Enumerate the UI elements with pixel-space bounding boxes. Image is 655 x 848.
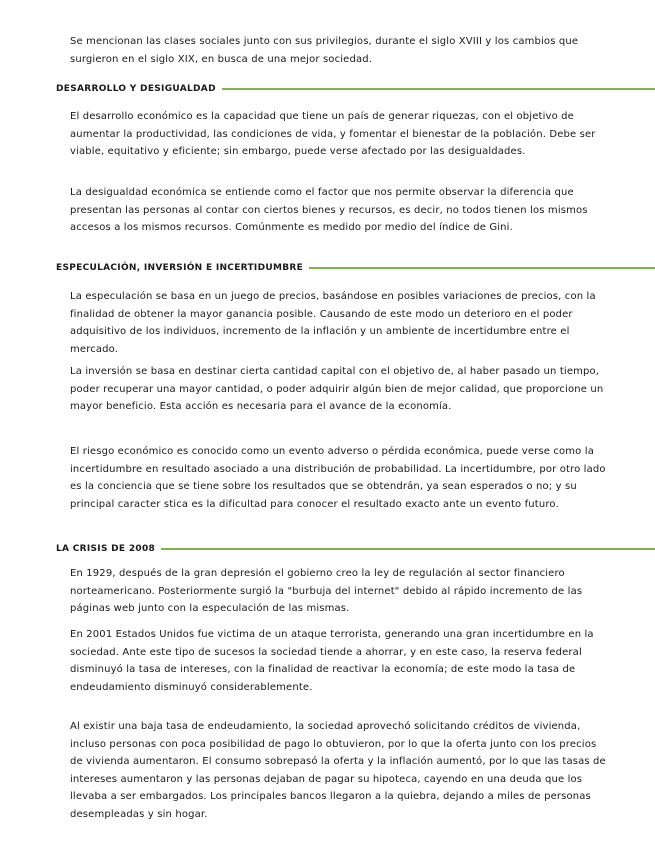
paragraph-1929: En 1929, después de la gran depresión el gobierno creo la ley de regulación al sector financiero norteamericano. Posteriormente surgió la "burbuja del internet" debido al rápido incremento de las páginas web junto con la especulación de las mismas.: [70, 568, 583, 614]
paragraph-riesgo: El riesgo económico es conocido como un evento adverso o pérdida económica, puede verse como la incertidumbre en resultado asociado a una distribución de probabilidad. La incertidumbre, por otro lado es la conciencia que se tiene sobre los resultados que se obtendrán, ya sean esperados o no; y su principal caracter stica es la dificultad para conocer el resultado exacto ante un evento futuro.: [70, 446, 606, 510]
paragraph-2001: En 2001 Estados Unidos fue victima de un ataque terrorista, generando una gran incertidumbre en la sociedad. Ante este tipo de sucesos la sociedad tiende a ahorrar, y en este caso, la reserva federal disminuyó la tasa de intereses, con la finalidad de reactivar la economía; de este modo la tasa de endeudamiento disminuyó considerablemente.: [70, 629, 594, 693]
section-heading-text: DESARROLLO Y DESIGUALDAD: [56, 84, 216, 94]
intro-paragraph: Se mencionan las clases sociales junto con sus privilegios, durante el siglo XVIII y los cambios que surgieron en el siglo XIX, en busca de una mejor sociedad.: [70, 36, 579, 65]
paragraph-inversion: La inversión se basa en destinar cierta cantidad capital con el objetivo de, al haber pasado un tiempo, poder recuperar una mayor cantidad, o poder adquirir algún bien de mejor calidad, que proporcione un mayor beneficio. Esta acción es necesaria para el avance de la economía.: [70, 366, 604, 412]
section-heading-text: LA CRISIS DE 2008: [56, 544, 156, 554]
section-divider: [309, 267, 655, 269]
section-heading-crisis: [56, 544, 655, 554]
section-heading-text: ESPECULACIÓN, INVERSIÓN E INCERTIDUMBRE: [56, 263, 304, 273]
section-divider: [222, 88, 655, 90]
paragraph-desigualdad: La desigualdad económica se entiende como el factor que nos permite observar la diferencia que presentan las personas al contar con ciertos bienes y recursos, es decir, no todos tienen los mismos accesos a los mismos recursos. Comúnmente es medido por medio del índice de Gini.: [70, 187, 588, 233]
paragraph-endeudamiento: Al existir una baja tasa de endeudamiento, la sociedad aprovechó solicitando créditos de vivienda, incluso personas con poca posibilidad de pago lo obtuvieron, por lo que la oferta junto con los precios de vivienda aumentaron. El consumo sobrepasó la oferta y la inflación aumentó, por lo que las tasas de intereses aumentaron y las personas dejaban de pagar su hipoteca, cayendo en una deuda que los llevaba a ser embargados. Los principales bancos llegaron a la quiebra, dejando a miles de personas desempleadas y sin hogar.: [70, 721, 606, 820]
section-heading-desarrollo: [56, 84, 655, 94]
paragraph-desarrollo: El desarrollo económico es la capacidad que tiene un país de generar riquezas, con el objetivo de aumentar la productividad, las condiciones de vida, y fomentar el bienestar de la población. Debe ser viable, equitativo y eficiente; sin embargo, puede verse afectado por las desigualdades.: [70, 111, 596, 157]
section-divider: [161, 548, 655, 550]
section-heading-especulacion: [56, 263, 655, 273]
paragraph-especulacion: La especulación se basa en un juego de precios, basándose en posibles variaciones de precios, con la finalidad de obtener la mayor ganancia posible. Causando de este modo un deterioro en el poder adquisitivo de los individuos, incremento de la inflación y un ambiente de incertidumbre entre el mercado.: [70, 291, 596, 355]
